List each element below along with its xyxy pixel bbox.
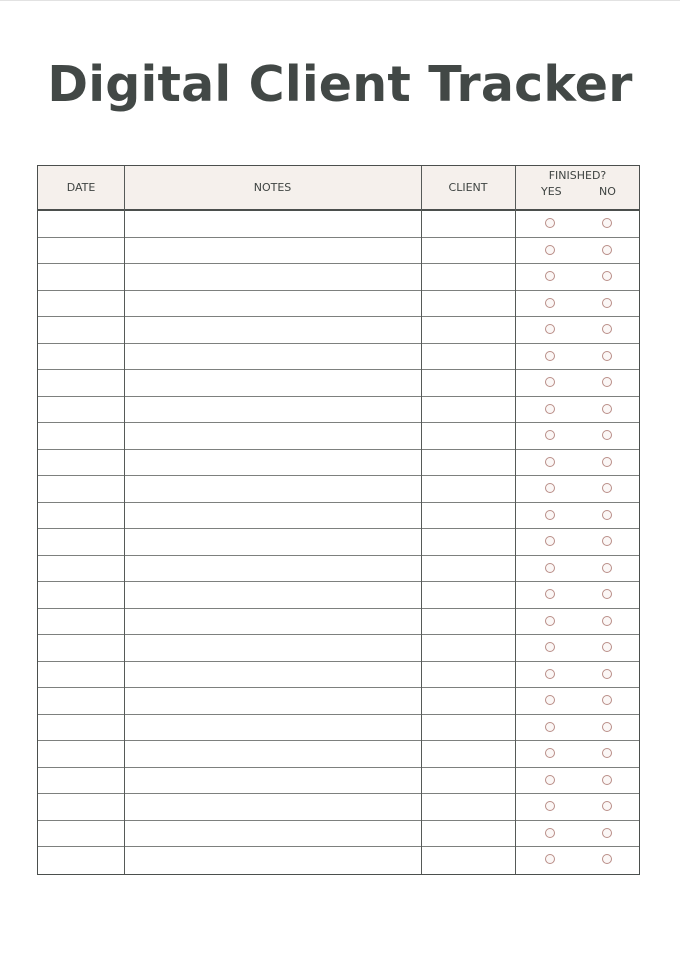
finished-no-radio[interactable] [602, 775, 612, 785]
client-cell[interactable] [422, 715, 515, 741]
notes-cell[interactable] [125, 423, 421, 449]
client-cell[interactable] [422, 450, 515, 476]
finished-yes-radio[interactable] [545, 722, 555, 732]
table-row [38, 476, 639, 503]
finished-yes-radio[interactable] [545, 510, 555, 520]
finished-yes-radio[interactable] [545, 801, 555, 811]
table-row [38, 370, 639, 397]
column-header-no: NO [599, 185, 616, 198]
date-cell[interactable] [38, 847, 124, 874]
finished-yes-radio[interactable] [545, 642, 555, 652]
finished-yes-radio[interactable] [545, 828, 555, 838]
column-header-finished: FINISHED? [548, 169, 607, 182]
date-cell[interactable] [38, 582, 124, 608]
top-rule [0, 0, 680, 1]
notes-cell[interactable] [125, 768, 421, 794]
notes-cell[interactable] [125, 211, 421, 237]
table-row [38, 821, 639, 848]
client-cell[interactable] [422, 688, 515, 714]
finished-yes-radio[interactable] [545, 457, 555, 467]
notes-cell[interactable] [125, 794, 421, 820]
finished-no-radio[interactable] [602, 245, 612, 255]
finished-no-radio[interactable] [602, 828, 612, 838]
finished-yes-radio[interactable] [545, 404, 555, 414]
table-row [38, 715, 639, 742]
finished-yes-radio[interactable] [545, 669, 555, 679]
finished-yes-radio[interactable] [545, 775, 555, 785]
client-cell[interactable] [422, 821, 515, 847]
date-cell[interactable] [38, 556, 124, 582]
table-row [38, 450, 639, 477]
column-header-date: DATE [66, 181, 96, 194]
notes-cell[interactable] [125, 556, 421, 582]
date-cell[interactable] [38, 370, 124, 396]
notes-cell[interactable] [125, 662, 421, 688]
finished-no-radio[interactable] [602, 351, 612, 361]
date-cell[interactable] [38, 768, 124, 794]
finished-yes-radio[interactable] [545, 695, 555, 705]
finished-no-radio[interactable] [602, 642, 612, 652]
notes-cell[interactable] [125, 609, 421, 635]
client-cell[interactable] [422, 768, 515, 794]
finished-no-radio[interactable] [602, 324, 612, 334]
finished-no-radio[interactable] [602, 748, 612, 758]
table-row [38, 529, 639, 556]
finished-no-radio[interactable] [602, 377, 612, 387]
client-cell[interactable] [422, 264, 515, 290]
date-cell[interactable] [38, 662, 124, 688]
date-cell[interactable] [38, 476, 124, 502]
client-cell[interactable] [422, 529, 515, 555]
notes-cell[interactable] [125, 582, 421, 608]
date-cell[interactable] [38, 635, 124, 661]
client-tracker-table [37, 165, 640, 875]
notes-cell[interactable] [125, 847, 421, 874]
column-header-client: CLIENT [448, 181, 488, 194]
finished-yes-radio[interactable] [545, 854, 555, 864]
notes-cell[interactable] [125, 503, 421, 529]
notes-cell[interactable] [125, 291, 421, 317]
finished-no-radio[interactable] [602, 218, 612, 228]
finished-no-radio[interactable] [602, 483, 612, 493]
page-title: Digital Client Tracker [47, 56, 633, 113]
finished-no-radio[interactable] [602, 801, 612, 811]
date-cell[interactable] [38, 715, 124, 741]
date-cell[interactable] [38, 688, 124, 714]
date-cell[interactable] [38, 741, 124, 767]
notes-cell[interactable] [125, 370, 421, 396]
notes-cell[interactable] [125, 688, 421, 714]
client-cell[interactable] [422, 344, 515, 370]
client-cell[interactable] [422, 317, 515, 343]
notes-cell[interactable] [125, 741, 421, 767]
date-cell[interactable] [38, 450, 124, 476]
finished-no-radio[interactable] [602, 404, 612, 414]
notes-cell[interactable] [125, 476, 421, 502]
finished-yes-radio[interactable] [545, 324, 555, 334]
client-cell[interactable] [422, 794, 515, 820]
notes-cell[interactable] [125, 344, 421, 370]
client-cell[interactable] [422, 503, 515, 529]
client-cell[interactable] [422, 211, 515, 237]
notes-cell[interactable] [125, 529, 421, 555]
finished-yes-radio[interactable] [545, 430, 555, 440]
column-divider [124, 166, 125, 874]
client-cell[interactable] [422, 635, 515, 661]
finished-no-radio[interactable] [602, 589, 612, 599]
finished-yes-radio[interactable] [545, 483, 555, 493]
finished-yes-radio[interactable] [545, 271, 555, 281]
finished-no-radio[interactable] [602, 695, 612, 705]
finished-yes-radio[interactable] [545, 245, 555, 255]
table-row [38, 264, 639, 291]
client-cell[interactable] [422, 370, 515, 396]
table-row [38, 609, 639, 636]
table-row [38, 582, 639, 609]
client-cell[interactable] [422, 741, 515, 767]
client-cell[interactable] [422, 291, 515, 317]
table-row [38, 556, 639, 583]
table-row [38, 847, 639, 874]
client-cell[interactable] [422, 662, 515, 688]
date-cell[interactable] [38, 291, 124, 317]
finished-no-radio[interactable] [602, 669, 612, 679]
date-cell[interactable] [38, 423, 124, 449]
notes-cell[interactable] [125, 238, 421, 264]
column-header-yes: YES [541, 185, 562, 198]
notes-cell[interactable] [125, 317, 421, 343]
table-row [38, 211, 639, 238]
date-cell[interactable] [38, 794, 124, 820]
finished-yes-radio[interactable] [545, 377, 555, 387]
table-row [38, 397, 639, 424]
finished-yes-radio[interactable] [545, 351, 555, 361]
table-row [38, 662, 639, 689]
finished-no-radio[interactable] [602, 536, 612, 546]
client-cell[interactable] [422, 847, 515, 874]
table-row [38, 503, 639, 530]
finished-yes-radio[interactable] [545, 748, 555, 758]
finished-yes-radio[interactable] [545, 616, 555, 626]
column-divider [515, 166, 516, 874]
date-cell[interactable] [38, 211, 124, 237]
client-cell[interactable] [422, 397, 515, 423]
table-row [38, 768, 639, 795]
client-cell[interactable] [422, 423, 515, 449]
finished-no-radio[interactable] [602, 510, 612, 520]
date-cell[interactable] [38, 609, 124, 635]
notes-cell[interactable] [125, 264, 421, 290]
finished-no-radio[interactable] [602, 271, 612, 281]
finished-no-radio[interactable] [602, 298, 612, 308]
table-row [38, 423, 639, 450]
table-row [38, 794, 639, 821]
table-row [38, 238, 639, 265]
notes-cell[interactable] [125, 635, 421, 661]
date-cell[interactable] [38, 264, 124, 290]
date-cell[interactable] [38, 238, 124, 264]
date-cell[interactable] [38, 397, 124, 423]
client-cell[interactable] [422, 609, 515, 635]
finished-yes-radio[interactable] [545, 218, 555, 228]
date-cell[interactable] [38, 529, 124, 555]
notes-cell[interactable] [125, 450, 421, 476]
table-header [38, 166, 639, 211]
finished-yes-radio[interactable] [545, 298, 555, 308]
date-cell[interactable] [38, 317, 124, 343]
client-cell[interactable] [422, 582, 515, 608]
finished-no-radio[interactable] [602, 430, 612, 440]
finished-yes-radio[interactable] [545, 536, 555, 546]
finished-no-radio[interactable] [602, 563, 612, 573]
column-divider [421, 166, 422, 874]
table-row [38, 291, 639, 318]
client-cell[interactable] [422, 556, 515, 582]
table-row [38, 688, 639, 715]
finished-yes-radio[interactable] [545, 589, 555, 599]
finished-no-radio[interactable] [602, 616, 612, 626]
table-row [38, 317, 639, 344]
table-row [38, 635, 639, 662]
client-cell[interactable] [422, 238, 515, 264]
table-row [38, 344, 639, 371]
finished-no-radio[interactable] [602, 457, 612, 467]
table-row [38, 741, 639, 768]
finished-yes-radio[interactable] [545, 563, 555, 573]
finished-no-radio[interactable] [602, 722, 612, 732]
finished-no-radio[interactable] [602, 854, 612, 864]
date-cell[interactable] [38, 821, 124, 847]
column-header-notes: NOTES [253, 181, 292, 194]
notes-cell[interactable] [125, 821, 421, 847]
date-cell[interactable] [38, 344, 124, 370]
date-cell[interactable] [38, 503, 124, 529]
client-cell[interactable] [422, 476, 515, 502]
notes-cell[interactable] [125, 397, 421, 423]
notes-cell[interactable] [125, 715, 421, 741]
